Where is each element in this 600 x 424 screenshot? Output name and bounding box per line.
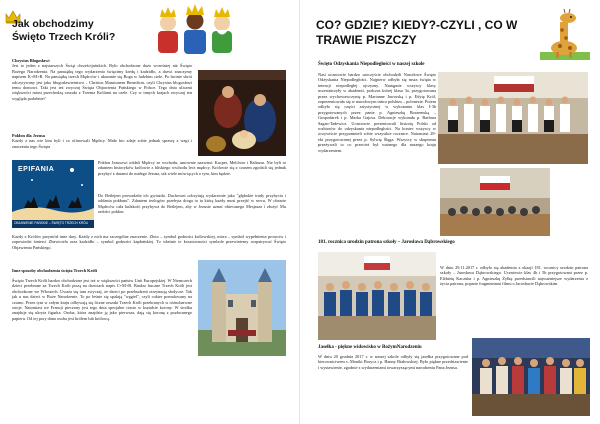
- section-text: Święto Trzech Króli bardzo obchodzone jest też w większości państw Unii Europejskiej. W Niemczech dzieci przebrane za Trzech Króli piszą na drzwiach napis C+M+B. Bardzo huczne Trzech Króli jest obchodzone we Włoszech. Uważa się tam zwyczaj, że dzieci po przebudzeni otrzymują słodycze. Tak jak u nas dzieci w Boże Narodzenie. To po leśnie się spalają "węgiel", czyli cukier pomalowany na czarno. Przez tym w całym kraju odbywają się liczne orszaki Trzech Króli przebranych w różnobarwne stroje. Natomiast we Francji pieczony jest tego dnia specjalne ciasto w kształcie korony. W środku znajduje się ukryta figurka. Osoba, która znajdzie ją jako pierwsza, dają się koronę z pozłacanego papieru. Od tej pory dana osoba jest królem lub królową.: [12, 278, 192, 321]
- section-text: Jest to jeden z najstarszych Świąt chrześcijańskich. Było obchodzone dużo wcześniej niż Święto Bożego Narodzenia. Na pamiątkę tego wydarzenia święcimy kredę i kadzidło, a drzwi znaczymy napisem K+M+B. Na pamiątkę trzech Mędrców i ukazanie się Boga w ludzkim ciele. Po łacinie skrót odczytywany jest jako błogosławieństwo – Christus Mansionem Benedicat, czyli Chrystus błogosławi temu domowi. Taki jest też zwyczaj Święta Objawienia Pańskiego w Polsce. Tego dnia ulicami większości miast przechodzą orszaki z Trzema Królami na czele. Czy w innych krajach zwyczaj ten wygląda podobnie?: [12, 63, 192, 101]
- castle-image: [198, 260, 286, 356]
- school-assembly-photo: [438, 72, 588, 164]
- epifania-word: EPIFANIA: [18, 166, 55, 173]
- epifania-image: [12, 160, 94, 228]
- three-kings-illustration: [150, 3, 240, 55]
- section-text: W dniu 20 grudnia 2017 r. w naszej szkole odbyły się jasełka przygotowane pod kierownictwem s. Moniki Borycz i p. Hanny Białowskiej. Było piękne przedstawienie i wystawienie, zgodnie z wydarzeniami towarzyszącymi narodzeniu Pana Jezusa.: [318, 354, 468, 370]
- section-gwiazda: [98, 193, 286, 229]
- section-jaselka: [318, 354, 468, 414]
- section-heading: Pokłon dla Jezusa: [12, 133, 45, 138]
- page-title: Jak obchodzimy Święto Trzech Króli?: [12, 18, 116, 43]
- section-chrystus-blogoslawi: [12, 58, 192, 130]
- section-heading-rocznica: 181. rocznica urodzin patrona szkoły – Jarosława Dąbrowskiego: [318, 240, 455, 245]
- section-text: Pokłon Jezusowi oddali Mędrcy ze wschodu, umownie nazwani: Kacper, Melchior i Baltazar. Nie byli to zdaniem historyków królowie z bliskiego wschodu lecz mędrcy. Królowie się z czasem zgodzili się jednak przybyć z darami do małego Jezusa, tak wiele mówiących o tym, kim będzie.: [98, 160, 286, 176]
- section-inne-sposoby: [12, 278, 192, 378]
- section-text: W dniu 29.11.2017 r. odbyło się akademia z okazji 181. rocznicy urodzin patrona szkoły – Jarosława Dąbrowskiego. Uczniowie klas 4b i 5b przygotowani przez p. Elżbietę Kaczuba i p. Agnieszkę Żyłkę przedstawili najważniejsze wydarzenia z życia patrona, poparte fragmentami filmu o Jarosławie Dąbrowskim.: [440, 265, 588, 287]
- section-inne-sposoby-heading-wrap: [12, 268, 192, 276]
- nativity-play-photo: [472, 338, 590, 416]
- giraffe-illustration: [540, 8, 590, 60]
- section-text: Każdy z Królów przyniósł inne dary. Każdy z nich ma szczególne znaczenie. Złoto – symbol godności królewskiej, mirra – symbol wypełnienia proroctw i zapowiedzi śmierci Zbawiciela oraz kadzidło – symbol godności kapłańskiej. To właśnie te kosztowności symbole przewiniemy rozpatrywać Święto Objawienia Pańskiego.: [12, 234, 286, 250]
- classroom-group-photo: [318, 252, 436, 340]
- section-poklon: [12, 133, 192, 155]
- adoration-painting: [198, 70, 286, 156]
- gym-photo: [440, 168, 550, 236]
- section-poklon-continued: [98, 160, 286, 190]
- section-text: Nasi uczniowie bardzo uroczyście obchodzili Narodowe Święto Odzyskania Niepodległości. Najpierw odbyła się msza święta w intencji niepodległej ojczyzny. Następnie wszyscy klasy uczestniczyły w akademii, podczas której klasa 3a, przygotowana przez wychowawczynię p. Marianne Jaworską i p. Edytę Król, zaprezentowała się w narodowym tańcu polskim – polonezie. Potem odbyło się części artystycznej w wykonaniu klas I-3b przygotowanych przez panie p. Agnieszkę Borzemską – Gospodarek i p. Marka Gajosa. Dekoracje wykonała p. Barbara Sagan-Tadewicz. Uczniowie prezentowali historię Polski od rozbiorów do odzyskania niepodległości. Na koniec wszyscy w oczywiście przypomnieli sobie wszystkie rocznice. Natomiast 28-ekt przygotowanej przez p. Sylwię Ślęga. Wszyscy w skupieniu przeżywali to co przecież był ważnego dla naszego kraju wydarzeniem.: [318, 72, 436, 153]
- news-title: CO? GDZIE? KIEDY?-CZYLI , CO W TRAWIE PISZCZY: [316, 18, 518, 47]
- section-heading: Inne sposoby obchodzenia święta Trzech Króli: [12, 268, 97, 273]
- section-heading-niepodleglosc: Święto Odzyskania Niepodległości w naszej szkole: [318, 62, 425, 67]
- section-text: Do Betlejem prowadziła ich gwiazda. Duchowni odczytują wydarzenie jako "głębokie trudy przybycia i oddania pokłonu". Zdaniem teologów przebyta droga to ta którą każdy musi przejść w sercu. W obrazie Mędrców cała ludzkość przybywa do Betlejem, aby w Jezusie uznać obiecanego Mesjasza i złożyć Mu radości pokłon.: [98, 193, 286, 215]
- section-text: Każdy z nas wie kim byli i co ofiarowali Mędrcy. Mało kto zdaje sobie jednak sprawę z wagi i znaczenia tego Święta: [12, 138, 192, 149]
- section-heading: Chrystus Błogosławi: [12, 58, 50, 63]
- section-heading-jaselka: Jasełka - piękne widowisko w BożymNarodzeniu: [318, 345, 422, 350]
- section-niepodleglosc: [318, 72, 436, 232]
- epifania-caption: OBJAWIENIE PAŃSKIE – ŚWIĘTO TRZECH KRÓLI: [14, 221, 89, 225]
- section-rocznica: [440, 265, 588, 335]
